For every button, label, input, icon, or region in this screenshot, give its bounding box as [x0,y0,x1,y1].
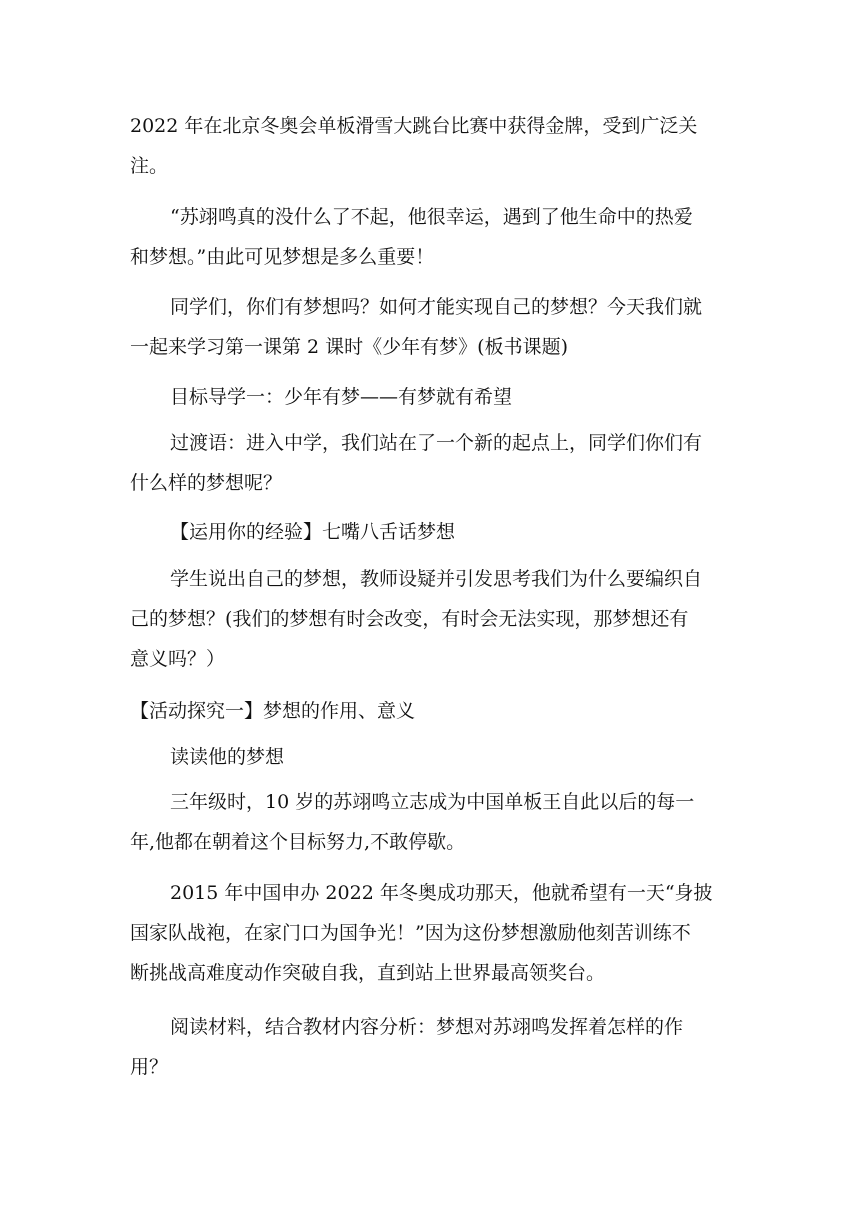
text-line: 读读他的梦想 [170,746,285,768]
text-line: 阅读材料，结合教材内容分析：梦想对苏翊鸣发挥着怎样的作 [170,1016,684,1038]
paragraph [130,737,730,777]
text-line: 什么样的梦想呢？ [130,472,283,494]
text-line: 同学们，你们有梦想吗？如何才能实现自己的梦想？今天我们就 [170,296,703,318]
text-line: 己的梦想？(我们的梦想有时会改变，有时会无法实现，那梦想还有 [130,608,689,630]
text-line: “苏翊鸣真的没什么了不起，他很幸运，遇到了他生命中的热爱 [170,206,693,228]
paragraph [130,1007,730,1087]
paragraph [130,873,730,993]
section-heading [130,377,730,417]
text-line: 学生说出自己的梦想，教师设疑并引发思考我们为什么要编织自 [170,568,703,590]
text-line: 目标导学一：少年有梦——有梦就有希望 [170,386,513,408]
paragraph [130,559,730,679]
text-line: 年,他都在朝着这个目标努力,不敢停歇。 [130,831,466,853]
text-line: 过渡语：进入中学，我们站在了一个新的起点上，同学们你们有 [170,432,703,454]
paragraph [130,106,730,186]
text-line: 三年级时，10 岁的苏翊鸣立志成为中国单板王自此以后的每一 [170,791,695,813]
section-heading [130,512,730,552]
text-line: 用？ [130,1056,169,1078]
paragraph [130,197,730,277]
text-line: 【活动探究一】梦想的作用、意义 [130,700,416,722]
text-line: 2015 年中国申办 2022 年冬奥成功那天，他就希望有一天“身披 [170,882,713,904]
section-heading [130,691,730,731]
paragraph [130,423,730,503]
text-line: 2022 年在北京冬奥会单板滑雪大跳台比赛中获得金牌，受到广泛关 [130,115,698,137]
paragraph [130,782,730,862]
text-line: 一起来学习第一课第 2 课时《少年有梦》(板书课题) [130,336,568,358]
text-line: 和梦想。”由此可见梦想是多么重要！ [130,246,435,268]
text-line: 断挑战高难度动作突破自我，直到站上世界最高领奖台。 [130,962,606,984]
text-line: 意义吗？） [130,648,226,670]
paragraph [130,287,730,367]
text-line: 国家队战袍，在家门口为国争光！”因为这份梦想激励他刻苦训练不 [130,922,691,944]
text-line: 【运用你的经验】七嘴八舌话梦想 [170,521,456,543]
text-line: 注。 [130,155,169,177]
